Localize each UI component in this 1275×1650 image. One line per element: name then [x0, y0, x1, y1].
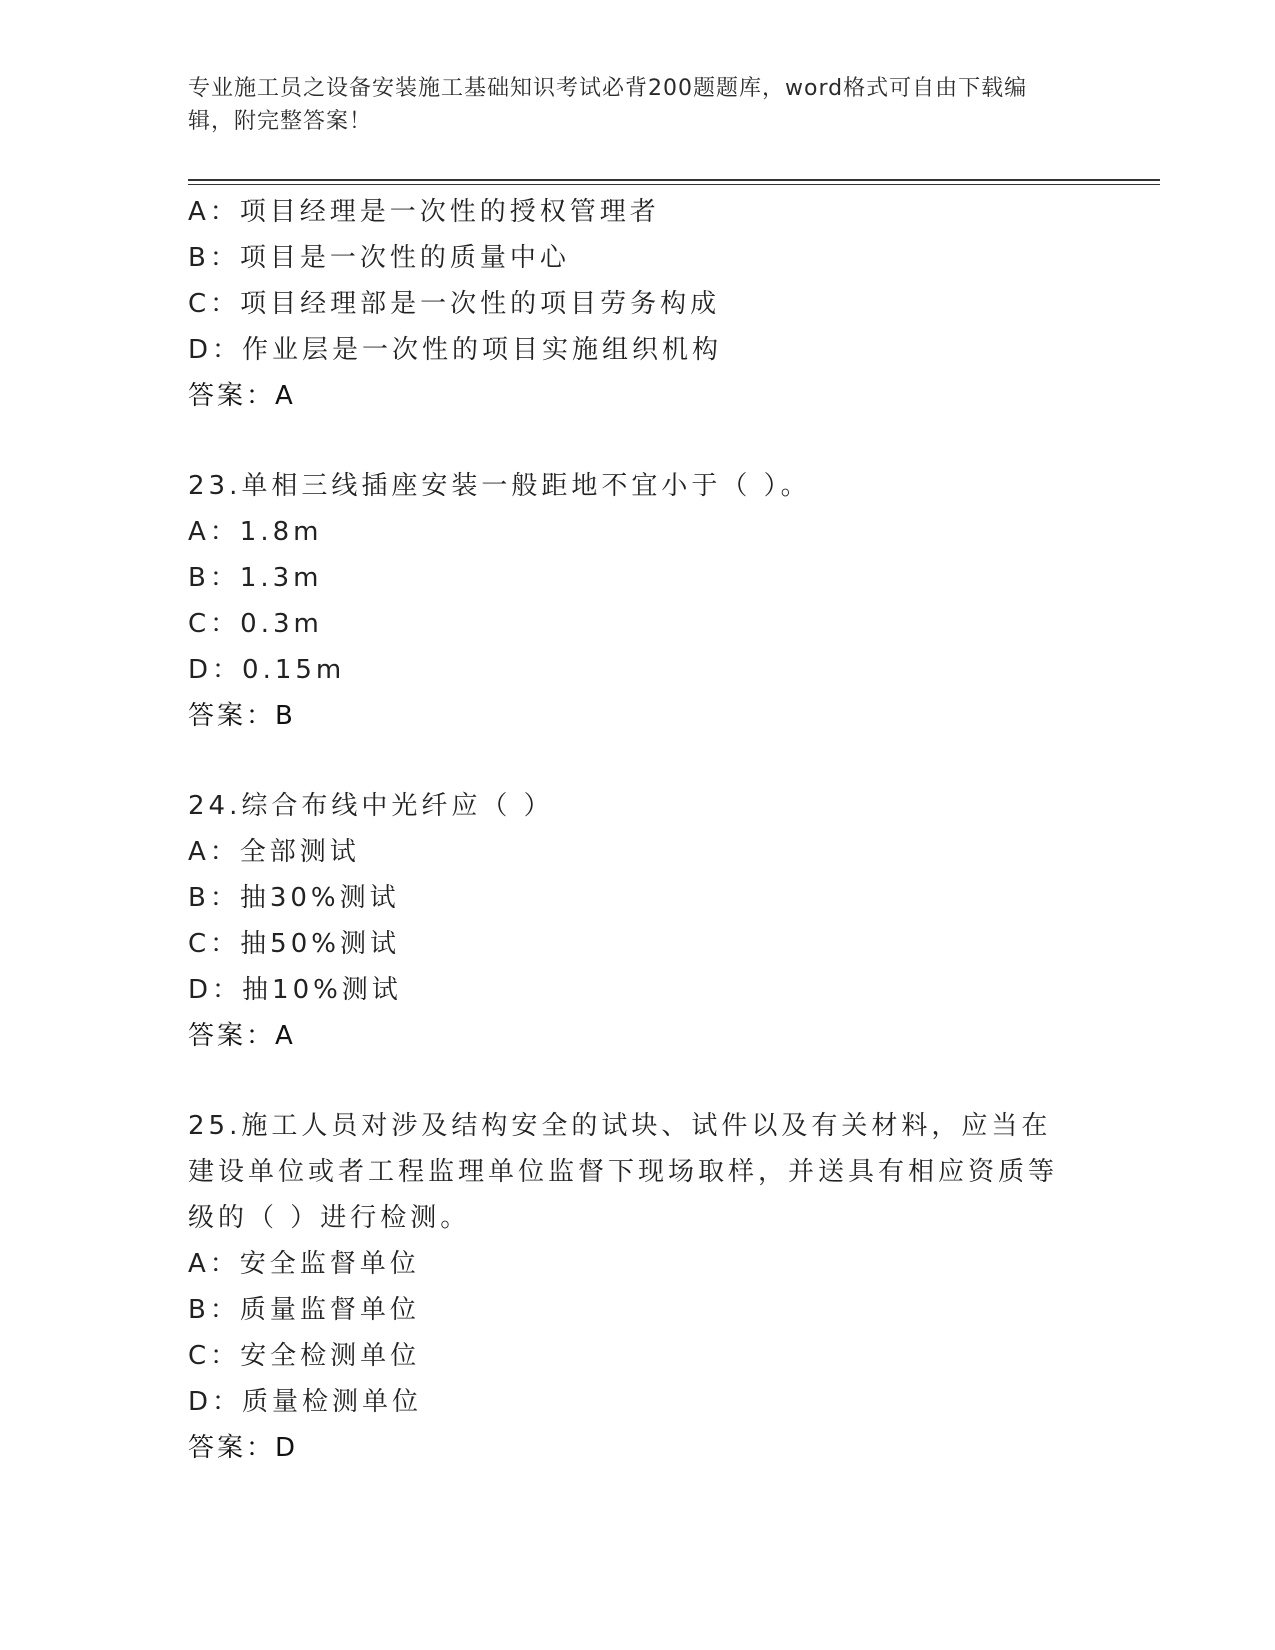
option-d: D：抽10%测试	[188, 975, 402, 1005]
answer: 答案：A	[188, 381, 296, 411]
option-a: A：全部测试	[188, 837, 360, 867]
option-b: B：1.3m	[188, 563, 323, 593]
answer: 答案：B	[188, 701, 296, 731]
option-c: C：项目经理部是一次性的项目劳务构成	[188, 289, 721, 319]
question-stem: 25.施工人员对涉及结构安全的试块、试件以及有关材料，应当在建设单位或者工程监理单位监督下现场取样，并送具有相应资质等级的（ ）进行检测。	[188, 1111, 1059, 1233]
question-stem: 23.单相三线插座安装一般距地不宜小于（ ）。	[188, 471, 811, 501]
option-b: B：质量监督单位	[188, 1295, 420, 1325]
option-c: C：安全检测单位	[188, 1341, 421, 1371]
answer: 答案：D	[188, 1433, 299, 1463]
question-item	[188, 1103, 1088, 1471]
option-d: D：作业层是一次性的项目实施组织机构	[188, 335, 723, 365]
option-b: B：项目是一次性的质量中心	[188, 243, 570, 273]
answer: 答案：A	[188, 1021, 296, 1051]
question-item	[188, 463, 1088, 739]
question-stem: 24.综合布线中光纤应（ ）	[188, 791, 554, 821]
page-header: 专业施工员之设备安装施工基础知识考试必背200题题库，word格式可自由下载编辑，附完整答案！	[188, 76, 1028, 134]
option-c: C：0.3m	[188, 609, 323, 639]
option-a: A：安全监督单位	[188, 1249, 420, 1279]
option-d: D：0.15m	[188, 655, 346, 685]
option-a: A：项目经理是一次性的授权管理者	[188, 197, 660, 227]
question-list	[188, 189, 1088, 1471]
header-divider-thin	[188, 184, 1160, 185]
question-item	[188, 783, 1088, 1059]
header-divider	[188, 179, 1160, 181]
option-a: A：1.8m	[188, 517, 323, 547]
option-c: C：抽50%测试	[188, 929, 400, 959]
option-b: B：抽30%测试	[188, 883, 400, 913]
question-item	[188, 189, 1088, 419]
option-d: D：质量检测单位	[188, 1387, 423, 1417]
